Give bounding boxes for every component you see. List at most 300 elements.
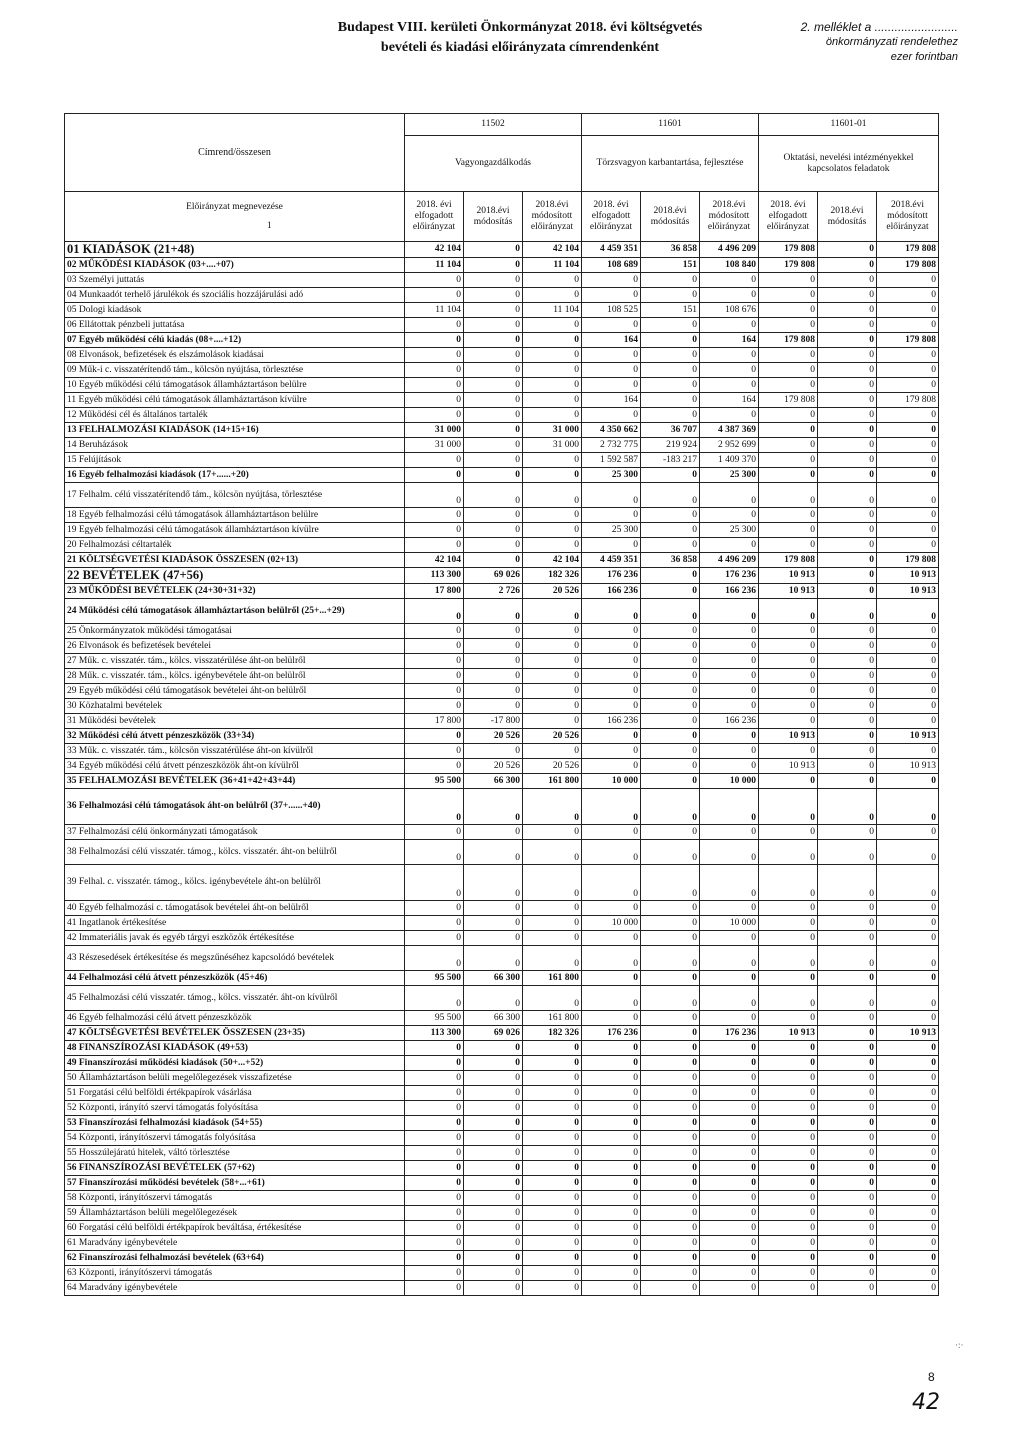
value-cell: 0 (700, 1191, 759, 1206)
value-cell: 10 000 (582, 774, 641, 789)
value-cell: 0 (877, 1221, 939, 1236)
table-row (65, 1026, 939, 1041)
value-cell: 0 (759, 654, 818, 669)
value-cell: 0 (759, 931, 818, 946)
row-label: 59 Államháztartáson belüli megelőlegezések (65, 1206, 405, 1221)
row-label: 46 Egyéb felhalmozási célú átvett pénzeszközök (65, 1011, 405, 1026)
value-cell: 0 (700, 840, 759, 865)
value-cell: 0 (582, 378, 641, 393)
value-cell: 0 (582, 624, 641, 639)
value-cell: 31 000 (405, 423, 464, 438)
table-row (65, 288, 939, 303)
value-cell: 176 236 (700, 1026, 759, 1041)
value-cell: 0 (582, 699, 641, 714)
value-cell: 0 (405, 1056, 464, 1071)
value-cell: 0 (464, 1101, 523, 1116)
value-cell: 0 (582, 1116, 641, 1131)
value-cell: 0 (641, 774, 700, 789)
value-cell: 0 (405, 273, 464, 288)
table-row (65, 840, 939, 865)
value-cell: 179 808 (759, 258, 818, 273)
value-cell: 0 (641, 789, 700, 825)
value-cell: 0 (641, 599, 700, 624)
value-cell: 0 (818, 508, 877, 523)
row-label: 37 Felhalmozási célú önkormányzati támogatások (65, 825, 405, 840)
value-cell: 20 526 (523, 584, 582, 599)
table-row (65, 423, 939, 438)
value-cell: 0 (877, 348, 939, 363)
value-cell: 0 (759, 1056, 818, 1071)
value-cell: 0 (759, 348, 818, 363)
value-cell: 0 (523, 333, 582, 348)
value-cell: 164 (700, 393, 759, 408)
value-cell: 0 (405, 1251, 464, 1266)
value-cell: 0 (523, 1191, 582, 1206)
value-cell: 0 (818, 242, 877, 258)
group-name-3: Oktatási, nevelési intézményekkel kapcsolatos feladatok (759, 136, 939, 192)
value-cell: 0 (877, 901, 939, 916)
value-cell: 0 (877, 453, 939, 468)
value-cell: 0 (759, 1146, 818, 1161)
value-cell: 0 (464, 1221, 523, 1236)
value-cell: 0 (523, 1146, 582, 1161)
value-cell: 0 (877, 1176, 939, 1191)
table-row (65, 1086, 939, 1101)
value-cell: 0 (464, 931, 523, 946)
value-cell: 0 (818, 654, 877, 669)
value-cell: 0 (877, 363, 939, 378)
value-cell: 4 496 209 (700, 553, 759, 568)
value-cell: 0 (523, 508, 582, 523)
row-label: 21 KÖLTSÉGVETÉSI KIADÁSOK ÖSSZESEN (02+13) (65, 553, 405, 568)
value-cell: 0 (700, 1131, 759, 1146)
value-cell: 0 (818, 684, 877, 699)
value-cell: 0 (582, 1011, 641, 1026)
row-label: 12 Működési cél és általános tartalék (65, 408, 405, 423)
row-label: 50 Államháztartáson belüli megelőlegezések visszafizetése (65, 1071, 405, 1086)
value-cell: 0 (405, 946, 464, 971)
value-cell: 108 689 (582, 258, 641, 273)
table-row (65, 1281, 939, 1296)
value-cell: 0 (818, 1041, 877, 1056)
table-row (65, 468, 939, 483)
value-cell: 0 (464, 348, 523, 363)
value-cell: 0 (405, 1146, 464, 1161)
row-label: 11 Egyéb működési célú támogatások államháztartáson kívülre (65, 393, 405, 408)
value-cell: 20 526 (464, 759, 523, 774)
row-label: 58 Központi, irányítószervi támogatás (65, 1191, 405, 1206)
value-cell: 0 (877, 684, 939, 699)
value-cell: 151 (641, 258, 700, 273)
value-cell: 0 (700, 1176, 759, 1191)
value-cell: 42 104 (523, 242, 582, 258)
row-label: 05 Dologi kiadások (65, 303, 405, 318)
value-cell: 0 (641, 1086, 700, 1101)
value-cell: 0 (818, 669, 877, 684)
row-label: 40 Egyéb felhalmozási c. támogatások bevételei áht-on belülről (65, 901, 405, 916)
value-cell: 42 104 (523, 553, 582, 568)
value-cell: 0 (877, 1206, 939, 1221)
col-label: 2018.évi módosítás (464, 192, 523, 242)
value-cell: 0 (759, 916, 818, 931)
col-label: 2018.évi módosított előirányzat (523, 192, 582, 242)
value-cell: 0 (641, 1281, 700, 1296)
value-cell: 0 (523, 273, 582, 288)
row-header: Címrend/összesen (198, 146, 271, 158)
value-cell: 0 (759, 1251, 818, 1266)
value-cell: 0 (641, 523, 700, 538)
value-cell: 0 (877, 654, 939, 669)
value-cell: 0 (523, 946, 582, 971)
value-cell: 66 300 (464, 971, 523, 986)
value-cell: 0 (641, 318, 700, 333)
value-cell: 0 (818, 553, 877, 568)
value-cell: 0 (877, 599, 939, 624)
value-cell: 0 (405, 288, 464, 303)
value-cell: 0 (464, 624, 523, 639)
value-cell: 0 (700, 508, 759, 523)
value-cell: 0 (405, 483, 464, 508)
value-cell: 0 (818, 1176, 877, 1191)
value-cell: 0 (582, 684, 641, 699)
value-cell: 0 (582, 1071, 641, 1086)
table-row (65, 363, 939, 378)
value-cell: 0 (523, 363, 582, 378)
value-cell: 0 (464, 363, 523, 378)
value-cell: 166 236 (582, 584, 641, 599)
value-cell: 10 913 (759, 584, 818, 599)
table-row (65, 599, 939, 624)
value-cell: 0 (818, 568, 877, 584)
table-row (65, 393, 939, 408)
value-cell: 10 913 (877, 759, 939, 774)
value-cell: 0 (700, 273, 759, 288)
item-index: 1 (267, 221, 272, 231)
value-cell: 0 (405, 393, 464, 408)
value-cell: 0 (641, 669, 700, 684)
value-cell: 0 (877, 423, 939, 438)
value-cell: 0 (759, 438, 818, 453)
value-cell: 0 (641, 1146, 700, 1161)
value-cell: 0 (700, 946, 759, 971)
value-cell: 0 (582, 1251, 641, 1266)
value-cell: 0 (641, 624, 700, 639)
value-cell: 0 (641, 348, 700, 363)
value-cell: 0 (582, 1101, 641, 1116)
row-label: 36 Felhalmozási célú támogatások áht-on belülről (37+......+40) (65, 789, 405, 825)
value-cell: 0 (759, 1221, 818, 1236)
value-cell: 0 (523, 1041, 582, 1056)
value-cell: 0 (464, 468, 523, 483)
value-cell: 0 (818, 1281, 877, 1296)
value-cell: 0 (464, 483, 523, 508)
value-cell: 161 800 (523, 1011, 582, 1026)
value-cell: 0 (818, 408, 877, 423)
value-cell: 0 (818, 624, 877, 639)
group-code-2: 11601 (582, 114, 759, 136)
value-cell: 0 (818, 865, 877, 901)
row-label: 15 Felújítások (65, 453, 405, 468)
value-cell: 0 (818, 1086, 877, 1101)
value-cell: 0 (464, 393, 523, 408)
value-cell: 0 (641, 508, 700, 523)
value-cell: 0 (641, 584, 700, 599)
value-cell: 0 (641, 971, 700, 986)
value-cell: 0 (877, 639, 939, 654)
value-cell: 25 300 (700, 523, 759, 538)
table-row (65, 523, 939, 538)
value-cell: 0 (641, 1041, 700, 1056)
value-cell: 0 (523, 468, 582, 483)
value-cell: 10 913 (877, 1026, 939, 1041)
table-row (65, 508, 939, 523)
value-cell: 0 (405, 1131, 464, 1146)
value-cell: 0 (641, 1071, 700, 1086)
value-cell: 0 (759, 789, 818, 825)
table-row (65, 1176, 939, 1191)
value-cell: 0 (818, 393, 877, 408)
row-label: 43 Részesedések értékesítése és megszűnéséhez kapcsolódó bevételek (65, 946, 405, 971)
value-cell: 0 (523, 901, 582, 916)
row-header-cell (65, 114, 405, 192)
value-cell: 0 (700, 759, 759, 774)
table-row (65, 639, 939, 654)
value-cell: 0 (405, 986, 464, 1011)
table-row (65, 865, 939, 901)
value-cell: 0 (818, 840, 877, 865)
value-cell: 0 (641, 363, 700, 378)
value-cell: 0 (818, 1236, 877, 1251)
row-label: 07 Egyéb működési célú kiadás (08+....+12) (65, 333, 405, 348)
value-cell: 0 (818, 916, 877, 931)
row-label: 44 Felhalmozási célú átvett pénzeszközök (45+46) (65, 971, 405, 986)
table-row (65, 1191, 939, 1206)
table-row (65, 916, 939, 931)
value-cell: 0 (582, 1221, 641, 1236)
value-cell: 176 236 (700, 568, 759, 584)
value-cell: 36 858 (641, 242, 700, 258)
table-row (65, 538, 939, 553)
value-cell: 0 (759, 523, 818, 538)
value-cell: 0 (464, 1116, 523, 1131)
value-cell: 0 (582, 865, 641, 901)
value-cell: 11 104 (523, 303, 582, 318)
value-cell: 0 (877, 1251, 939, 1266)
value-cell: 0 (818, 901, 877, 916)
value-cell: 0 (700, 624, 759, 639)
value-cell: 0 (464, 1161, 523, 1176)
document-title (300, 18, 740, 58)
value-cell: 0 (759, 538, 818, 553)
value-cell: 0 (464, 1281, 523, 1296)
value-cell: 0 (641, 825, 700, 840)
value-cell: 0 (582, 986, 641, 1011)
value-cell: 0 (877, 1191, 939, 1206)
value-cell: 0 (700, 1041, 759, 1056)
value-cell: 0 (818, 1161, 877, 1176)
value-cell: 0 (405, 840, 464, 865)
value-cell: 0 (641, 378, 700, 393)
value-cell: 0 (582, 318, 641, 333)
value-cell: 0 (818, 468, 877, 483)
value-cell: 0 (582, 1131, 641, 1146)
value-cell: 0 (582, 744, 641, 759)
value-cell: 0 (700, 378, 759, 393)
value-cell: 0 (464, 1086, 523, 1101)
value-cell: 0 (582, 1206, 641, 1221)
value-cell: 0 (759, 865, 818, 901)
value-cell: 0 (582, 508, 641, 523)
value-cell: 0 (877, 669, 939, 684)
row-label: 13 FELHALMOZÁSI KIADÁSOK (14+15+16) (65, 423, 405, 438)
value-cell: 0 (818, 318, 877, 333)
table-row (65, 378, 939, 393)
value-cell: 0 (759, 1086, 818, 1101)
value-cell: 0 (405, 318, 464, 333)
value-cell: 0 (582, 1161, 641, 1176)
value-cell: 0 (759, 378, 818, 393)
value-cell: -17 800 (464, 714, 523, 729)
value-cell: 0 (759, 599, 818, 624)
value-cell: 10 913 (759, 1026, 818, 1041)
value-cell: 0 (523, 1266, 582, 1281)
value-cell: 0 (464, 508, 523, 523)
value-cell: 0 (759, 318, 818, 333)
row-label: 56 FINANSZÍROZÁSI BEVÉTELEK (57+62) (65, 1161, 405, 1176)
value-cell: 0 (818, 1266, 877, 1281)
value-cell: 0 (877, 931, 939, 946)
value-cell: 10 913 (877, 568, 939, 584)
value-cell: 0 (818, 1026, 877, 1041)
value-cell: 0 (759, 363, 818, 378)
value-cell: 0 (818, 714, 877, 729)
value-cell: 95 500 (405, 1011, 464, 1026)
value-cell: 0 (877, 303, 939, 318)
page-number: 8 (928, 1370, 935, 1384)
row-label: 39 Felhal. c. visszatér. támog., kölcs. igénybevétele áht-on belülről (65, 865, 405, 901)
value-cell: 0 (877, 789, 939, 825)
col-label: 2018.évi módosítás (818, 192, 877, 242)
annex-reference (770, 20, 958, 65)
value-cell: 4 459 351 (582, 553, 641, 568)
value-cell: 0 (700, 865, 759, 901)
value-cell: 0 (818, 438, 877, 453)
value-cell: 0 (877, 1116, 939, 1131)
table-row (65, 553, 939, 568)
value-cell: 0 (700, 669, 759, 684)
value-cell: 0 (405, 408, 464, 423)
row-label: 63 Központi, irányítószervi támogatás (65, 1266, 405, 1281)
group-code-1: 11502 (405, 114, 582, 136)
value-cell: 0 (700, 1281, 759, 1296)
value-cell: 25 300 (582, 523, 641, 538)
value-cell: 0 (818, 303, 877, 318)
value-cell: 164 (582, 333, 641, 348)
value-cell: 0 (582, 729, 641, 744)
value-cell: 0 (582, 1236, 641, 1251)
value-cell: 0 (582, 971, 641, 986)
value-cell: 0 (641, 568, 700, 584)
table-row (65, 1071, 939, 1086)
value-cell: 0 (405, 684, 464, 699)
value-cell: 0 (700, 1146, 759, 1161)
value-cell: 31 000 (523, 423, 582, 438)
value-cell: 0 (877, 1146, 939, 1161)
value-cell: 95 500 (405, 774, 464, 789)
value-cell: 0 (523, 986, 582, 1011)
item-header: Előirányzat megnevezése (186, 202, 283, 212)
value-cell: 0 (759, 508, 818, 523)
value-cell: 0 (818, 1011, 877, 1026)
value-cell: 0 (759, 1266, 818, 1281)
table-row (65, 774, 939, 789)
value-cell: 0 (464, 1176, 523, 1191)
value-cell: 0 (818, 789, 877, 825)
value-cell: 179 808 (877, 242, 939, 258)
value-cell: 0 (641, 288, 700, 303)
row-label: 18 Egyéb felhalmozási célú támogatások államháztartáson belülre (65, 508, 405, 523)
value-cell: 0 (818, 971, 877, 986)
table-row (65, 1011, 939, 1026)
value-cell: 0 (582, 538, 641, 553)
value-cell: 0 (641, 1056, 700, 1071)
table-row (65, 729, 939, 744)
table-row (65, 624, 939, 639)
value-cell: 66 300 (464, 1011, 523, 1026)
value-cell: 0 (700, 1071, 759, 1086)
table-row (65, 303, 939, 318)
value-cell: 0 (759, 1011, 818, 1026)
row-label: 26 Elvonások és befizetések bevételei (65, 639, 405, 654)
value-cell: 0 (877, 1281, 939, 1296)
value-cell: 0 (641, 714, 700, 729)
value-cell: 0 (700, 639, 759, 654)
value-cell: 0 (582, 273, 641, 288)
value-cell: 2 952 699 (700, 438, 759, 453)
value-cell: 0 (759, 1236, 818, 1251)
value-cell: 10 000 (582, 916, 641, 931)
value-cell: 0 (641, 729, 700, 744)
value-cell: 95 500 (405, 971, 464, 986)
unit-label: ezer forintban (890, 51, 958, 63)
value-cell: 182 326 (523, 568, 582, 584)
value-cell: 0 (818, 423, 877, 438)
value-cell: 10 913 (877, 584, 939, 599)
value-cell: 0 (464, 378, 523, 393)
value-cell: 0 (523, 1131, 582, 1146)
col-label: 2018. évi elfogadott előirányzat (759, 192, 818, 242)
value-cell: 0 (405, 1101, 464, 1116)
row-label: 16 Egyéb felhalmozási kiadások (17+......+20) (65, 468, 405, 483)
table-row (65, 273, 939, 288)
value-cell: 219 924 (641, 438, 700, 453)
value-cell: 17 800 (405, 714, 464, 729)
value-cell: 0 (405, 1266, 464, 1281)
value-cell: 0 (582, 1086, 641, 1101)
value-cell: 0 (877, 714, 939, 729)
value-cell: 0 (405, 699, 464, 714)
value-cell: 0 (523, 1221, 582, 1236)
row-label: 38 Felhalmozási célú visszatér. támog., kölcs. visszatér. áht-on belülről (65, 840, 405, 865)
value-cell: 0 (582, 1281, 641, 1296)
value-cell: 36 858 (641, 553, 700, 568)
table-body (65, 242, 939, 1296)
value-cell: 0 (759, 699, 818, 714)
value-cell: 0 (641, 865, 700, 901)
value-cell: 0 (464, 273, 523, 288)
table-row (65, 901, 939, 916)
value-cell: 0 (877, 1086, 939, 1101)
